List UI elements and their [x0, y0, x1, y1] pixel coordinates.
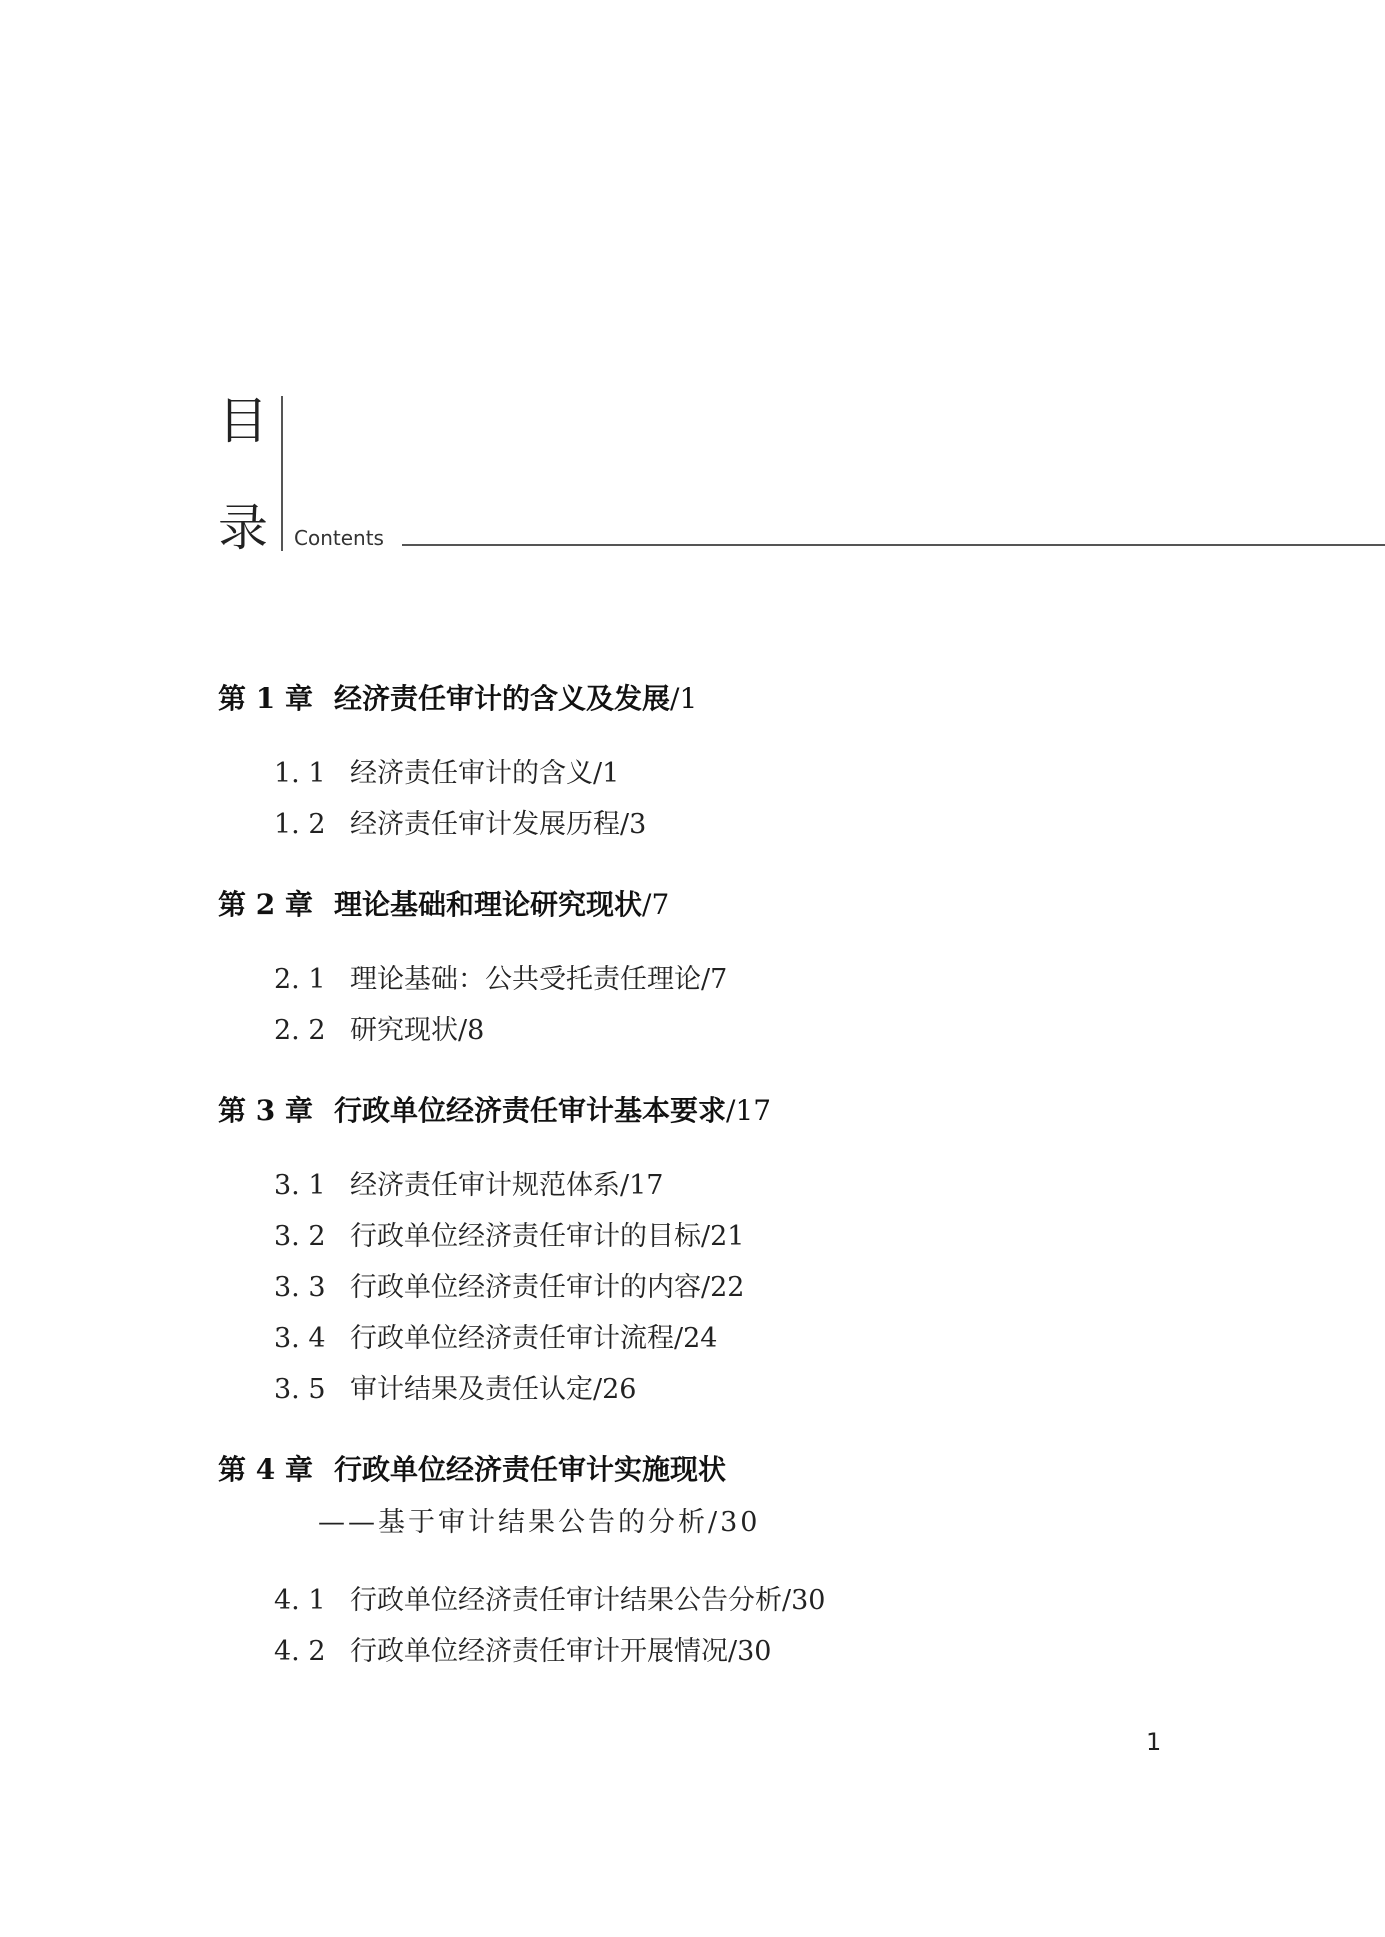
toc-section-1-2[interactable] [274, 802, 646, 841]
toc-section-3-5[interactable] [274, 1367, 636, 1406]
title-char-mu: 目 [218, 392, 268, 450]
toc-section-number: 3. 3 [274, 1272, 326, 1303]
toc-chapter-number: 第 2 章 [218, 888, 313, 921]
toc-section-title: 行政单位经济责任审计的内容 [350, 1272, 701, 1303]
toc-section-number: 2. 1 [274, 964, 326, 995]
toc-section-4-1[interactable] [274, 1578, 825, 1617]
toc-page-ref: /30 [728, 1636, 772, 1667]
toc-page-ref: /1 [593, 758, 620, 789]
toc-section-number: 3. 1 [274, 1170, 326, 1201]
toc-section-3-3[interactable] [274, 1265, 744, 1304]
toc-page-ref: /26 [593, 1374, 637, 1405]
toc-section-number: 3. 2 [274, 1221, 326, 1252]
toc-page-ref: /7 [642, 888, 670, 921]
toc-section-3-4[interactable] [274, 1316, 717, 1355]
toc-chapter-1[interactable] [218, 677, 697, 717]
toc-page-ref: /30 [708, 1507, 761, 1538]
toc-page-ref: /24 [674, 1323, 718, 1354]
toc-section-number: 1. 2 [274, 809, 326, 840]
toc-chapter-title: 理论基础和理论研究现状 [334, 888, 643, 921]
toc-chapter-number: 第 1 章 [218, 682, 313, 715]
title-vertical-divider [281, 396, 283, 551]
toc-page-ref: /17 [620, 1170, 664, 1201]
toc-section-number: 4. 2 [274, 1636, 326, 1667]
toc-page-ref: /8 [458, 1015, 485, 1046]
toc-chapter-number: 第 3 章 [218, 1094, 313, 1127]
toc-chapter-3[interactable] [218, 1089, 771, 1129]
toc-section-4-2[interactable] [274, 1629, 771, 1668]
toc-section-number: 3. 4 [274, 1323, 326, 1354]
toc-chapter-number: 第 4 章 [218, 1453, 313, 1486]
toc-chapter-4[interactable] [218, 1448, 726, 1488]
page-number: 1 [1146, 1728, 1162, 1756]
title-char-lu: 录 [218, 499, 268, 557]
toc-section-title: 研究现状 [350, 1015, 458, 1046]
toc-section-3-2[interactable] [274, 1214, 744, 1253]
toc-chapter-4-subtitle[interactable] [318, 1500, 760, 1539]
toc-section-2-2[interactable] [274, 1008, 484, 1047]
toc-section-title: 经济责任审计发展历程 [350, 809, 620, 840]
toc-chapter-title: 行政单位经济责任审计实施现状 [334, 1453, 727, 1486]
toc-page-ref: /30 [782, 1585, 826, 1616]
toc-page-ref: /21 [701, 1221, 745, 1252]
toc-section-number: 4. 1 [274, 1585, 326, 1616]
toc-page-ref: /7 [701, 964, 728, 995]
toc-section-number: 1. 1 [274, 758, 326, 789]
toc-page-ref: /22 [701, 1272, 745, 1303]
toc-section-1-1[interactable] [274, 751, 619, 790]
toc-section-number: 3. 5 [274, 1374, 326, 1405]
toc-section-title: 行政单位经济责任审计结果公告分析 [350, 1585, 782, 1616]
toc-chapter-title: 经济责任审计的含义及发展 [334, 682, 671, 715]
toc-section-3-1[interactable] [274, 1163, 663, 1202]
toc-section-title: 行政单位经济责任审计开展情况 [350, 1636, 728, 1667]
toc-section-number: 2. 2 [274, 1015, 326, 1046]
toc-page-ref: /1 [670, 682, 698, 715]
toc-section-title: 经济责任审计规范体系 [350, 1170, 620, 1201]
toc-section-title: 经济责任审计的含义 [350, 758, 593, 789]
toc-chapter-subtitle: ——基于审计结果公告的分析 [318, 1507, 708, 1538]
toc-section-title: 理论基础：公共受托责任理论 [350, 964, 701, 995]
toc-section-title: 行政单位经济责任审计的目标 [350, 1221, 701, 1252]
title-horizontal-divider [402, 544, 1385, 546]
contents-label: Contents [294, 526, 384, 550]
toc-section-2-1[interactable] [274, 957, 727, 996]
toc-section-title: 行政单位经济责任审计流程 [350, 1323, 674, 1354]
toc-chapter-title: 行政单位经济责任审计基本要求 [334, 1094, 727, 1127]
toc-section-title: 审计结果及责任认定 [350, 1374, 593, 1405]
toc-chapter-2[interactable] [218, 883, 669, 923]
toc-page-ref: /3 [620, 809, 647, 840]
toc-page-ref: /17 [726, 1094, 772, 1127]
